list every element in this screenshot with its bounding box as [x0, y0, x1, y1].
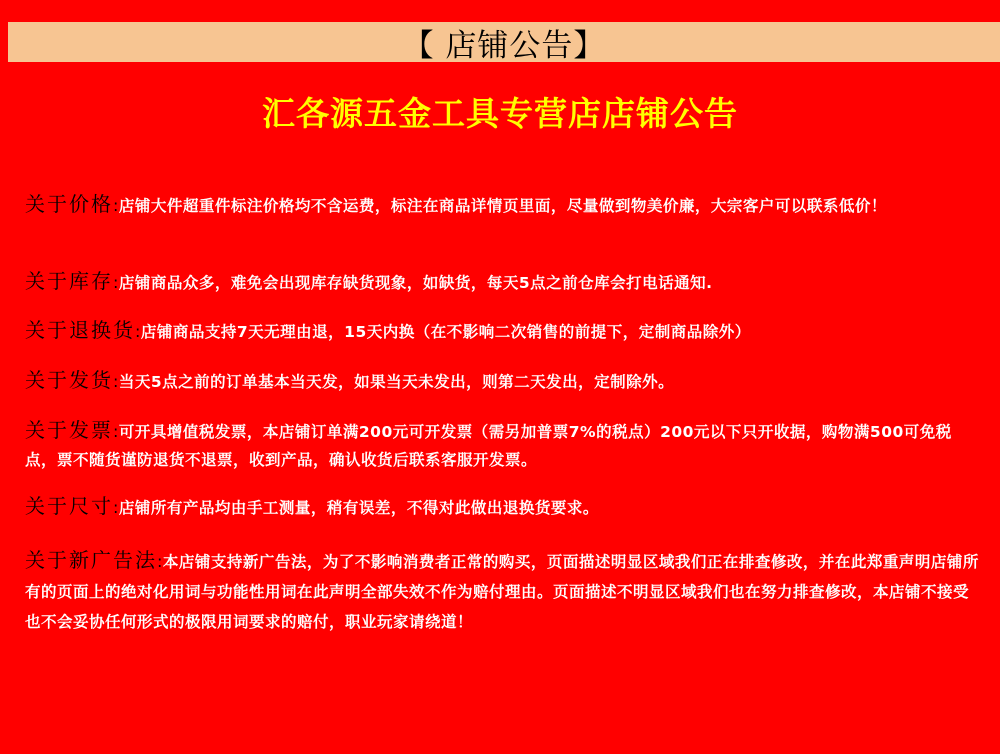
- notice-invoice-colon: :: [113, 422, 119, 441]
- notice-shipping-label: 关于发货: [25, 368, 113, 392]
- notice-price-label: 关于价格: [25, 192, 113, 216]
- notice-invoice-label: 关于发票: [25, 418, 113, 442]
- notice-shipping-colon: :: [113, 372, 119, 391]
- notice-size-text: 店铺所有产品均由手工测量，稍有误差，不得对此做出退换货要求。: [118, 499, 599, 517]
- notice-price-colon: :: [113, 196, 119, 215]
- notice-size-colon: :: [113, 498, 119, 517]
- notice-returns-colon: :: [135, 322, 141, 341]
- notice-advertising-law-text: 本店铺支持新广告法，为了不影响消费者正常的购买，页面描述明显区域我们正在排查修改，并在此郑重声明店铺所有的页面上的绝对化用词与功能性用词在此声明全部失效不作为赔付理由。页面描述不明显区域我们也在努力排查修改，本店铺不接受也不会妥协任何形式的极限用词要求的赔付，职业玩家请绕道！: [25, 553, 979, 631]
- notice-price-text: 店铺大件超重件标注价格均不含运费，标注在商品详情页里面，尽量做到物美价廉，大宗客户可以联系低价！: [118, 197, 887, 215]
- notice-returns-label: 关于退换货: [25, 318, 135, 342]
- notice-stock-text: 店铺商品众多，难免会出现库存缺货现象，如缺货，每天5点之前仓库会打电话通知.: [118, 274, 713, 292]
- notice-stock-colon: :: [113, 273, 119, 292]
- notice-advertising-law: [25, 545, 983, 637]
- notice-invoice: [25, 416, 983, 474]
- notice-advertising-law-colon: :: [157, 552, 163, 571]
- page-title: 汇各源五金工具专营店店铺公告: [262, 94, 738, 133]
- notice-price: [25, 190, 983, 220]
- notice-returns-text: 店铺商品支持7天无理由退，15天内换（在不影响二次销售的前提下，定制商品除外）: [140, 323, 751, 341]
- notice-shipping-text: 当天5点之前的订单基本当天发，如果当天未发出，则第二天发出，定制除外。: [118, 373, 675, 391]
- store-notice-banner: [8, 22, 1000, 62]
- banner-title: 【 店铺公告】: [402, 27, 606, 64]
- notice-size-label: 关于尺寸: [25, 494, 113, 518]
- notice-stock-label: 关于库存: [25, 269, 113, 293]
- notice-invoice-text: 可开具增值税发票，本店铺订单满200元可开发票（需另加普票7%的税点）200元以下只开收据，购物满500可免税点，票不随货谨防退货不退票，收到产品，确认收货后联系客服开发票。: [25, 423, 952, 469]
- notice-advertising-law-label: 关于新广告法: [25, 548, 157, 572]
- notice-size: [25, 492, 983, 522]
- notice-returns: [25, 316, 983, 346]
- notice-stock: [25, 267, 983, 297]
- notice-shipping: [25, 366, 983, 396]
